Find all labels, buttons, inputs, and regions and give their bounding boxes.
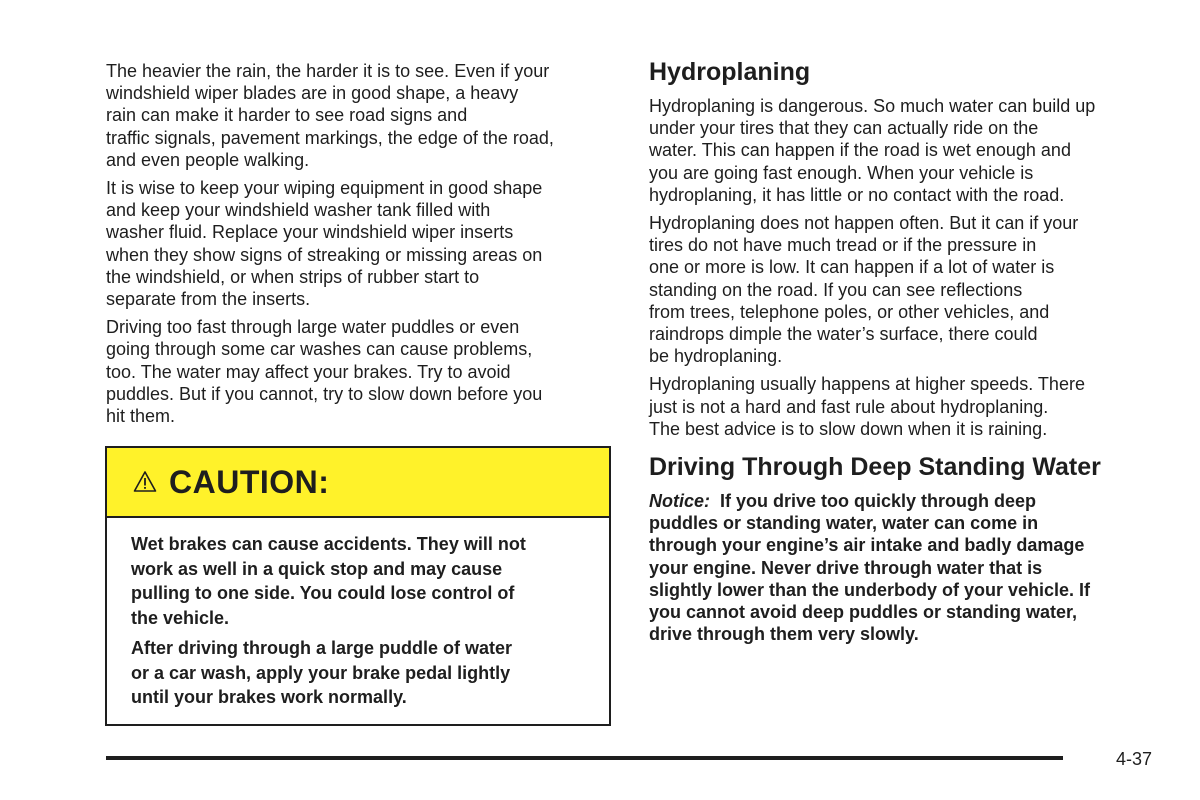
- left-column: [106, 60, 614, 433]
- caution-header: [107, 448, 609, 518]
- warning-triangle-icon: [133, 470, 157, 494]
- caution-title: CAUTION:: [169, 463, 330, 500]
- caution-wet-brakes-text: Wet brakes can cause accidents. They will not work as well in a quick stop and may cause pulling to one side. You could lose control of the vehicle.: [131, 534, 526, 628]
- right-column: [649, 57, 1161, 645]
- deep-water-heading: Driving Through Deep Standing Water: [649, 453, 1101, 482]
- caution-after-driving-text: After driving through a large puddle of water or a car wash, apply your brake pedal lightly until your brakes work normally.: [131, 638, 513, 707]
- hydroplaning-paragraph-1: Hydroplaning is dangerous. So much water can build up under your tires that they can actually ride on the water. This can happen if the road is wet enough and you are going fast enough. When your vehicle is hydroplaning, it has little or no contact with the road.: [649, 96, 1096, 205]
- caution-body: [107, 518, 609, 710]
- puddles-paragraph: Driving too fast through large water puddles or even going through some car washes can cause problems, too. The water may affect your brakes. Try to avoid puddles. But if you cannot, try to slow down before you hit them.: [106, 317, 543, 427]
- page-number: 4-37: [1116, 749, 1153, 769]
- caution-box: [105, 446, 611, 726]
- notice-label: Notice:: [649, 491, 711, 512]
- rain-visibility-paragraph: The heavier the rain, the harder it is to see. Even if your windshield wiper blades are in good shape, a heavy rain can make it harder to see road signs and traffic signals, pavement markings, the edge of the road, and even people walking.: [106, 61, 554, 170]
- hydroplaning-heading: Hydroplaning: [649, 58, 811, 86]
- notice-text: If you drive too quickly through deep puddles or standing water, water can come in through your engine’s air intake and badly damage your engine. Never drive through water that is slightly lower than the underbody of your vehicle. If you cannot avoid deep puddles or standing water, drive through them very slowly.: [649, 491, 1091, 645]
- wiper-maintenance-paragraph: It is wise to keep your wiping equipment in good shape and keep your windshield washer tank filled with washer fluid. Replace your windshield wiper inserts when they show signs of streaking or missing areas on the windshield, or when strips of rubber start to separate from the inserts.: [106, 178, 543, 310]
- deep-water-notice: [649, 490, 1161, 645]
- footer-rule: [106, 756, 1063, 760]
- hydroplaning-paragraph-3: Hydroplaning usually happens at higher speeds. There just is not a hard and fast rule about hydroplaning. The best advice is to slow down when it is raining.: [649, 374, 1085, 439]
- hydroplaning-paragraph-2: Hydroplaning does not happen often. But it can if your tires do not have much tread or if the pressure in one or more is low. It can happen if a lot of water is standing on the road. If you can see reflections from trees, telephone poles, or other vehicles, and raindrops dimple the water’s surface, there could be hydroplaning.: [649, 213, 1079, 367]
